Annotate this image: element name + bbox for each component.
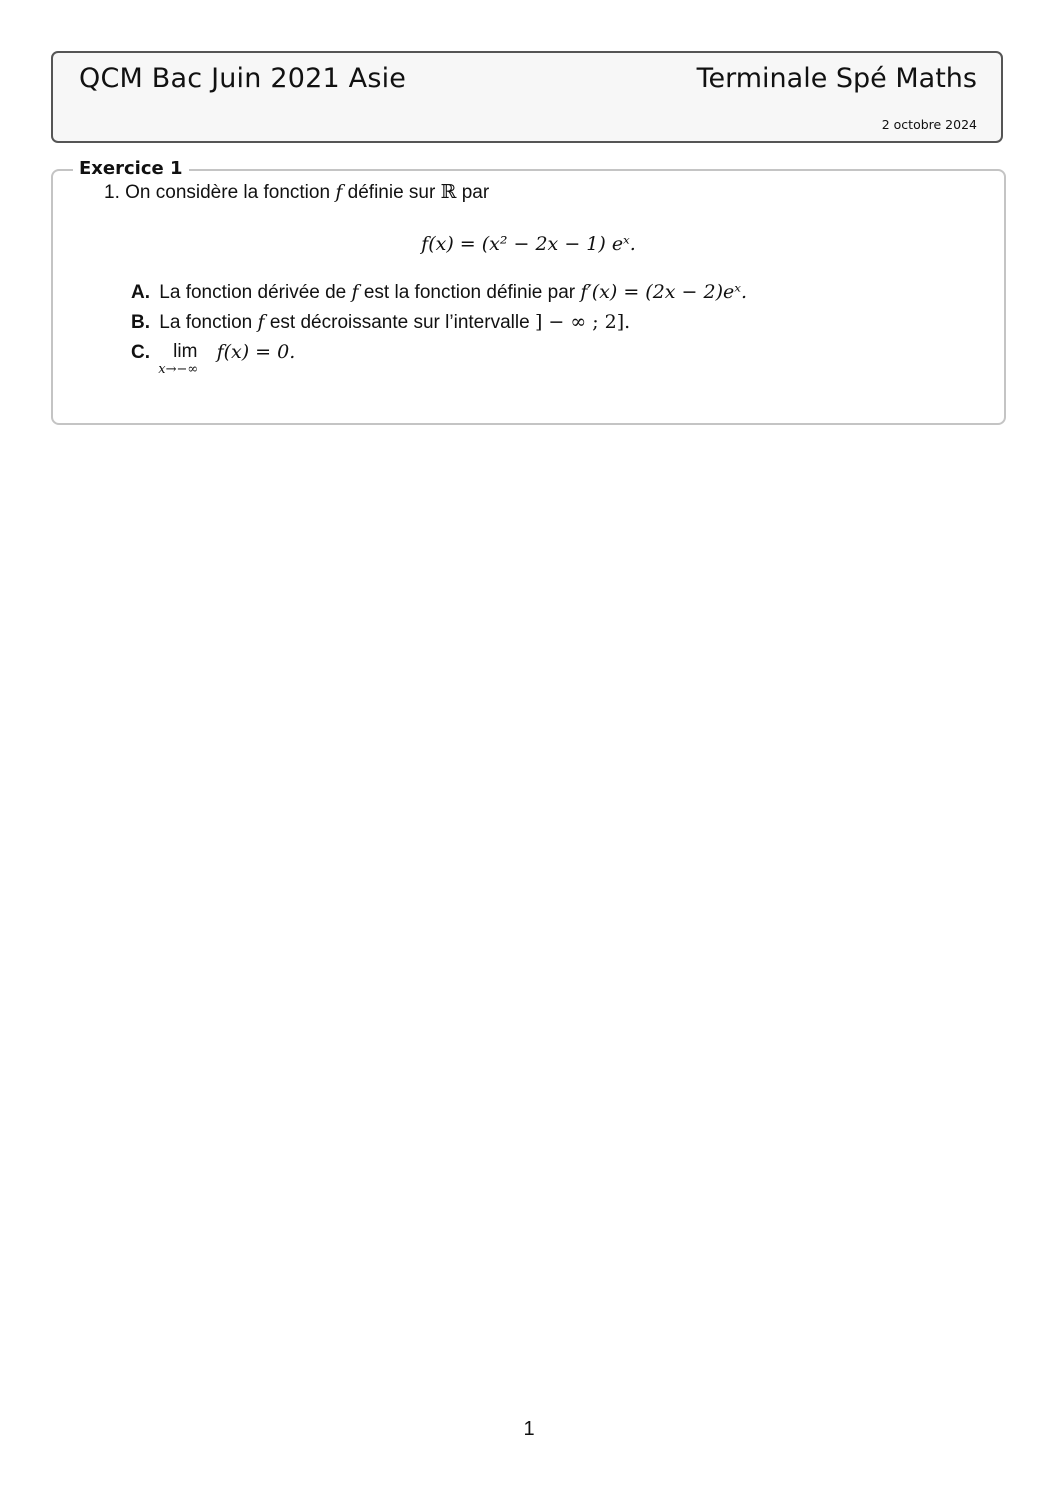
question-1 [104,181,489,204]
document-date: 2 octobre 2024 [881,117,977,132]
question-var-f: f [335,181,343,203]
document-title: QCM Bac Juin 2021 Asie [79,63,407,94]
choice-var-f: f [351,281,359,303]
choice-letter: A. [131,282,150,303]
choice-text: La fonction [159,312,253,333]
limit-subscript: x→−∞ [158,362,199,377]
formula-expression: f(x) = (x² − 2x − 1) eˣ. [421,233,636,255]
document-level: Terminale Spé Maths [696,63,977,94]
limit-label: lim [173,341,198,362]
real-numbers-symbol: ℝ [440,181,457,203]
choice-text-2: est la fonction définie par [363,282,576,303]
function-formula [53,233,1004,255]
choice-expression: f(x) = 0. [216,341,296,363]
choice-expression: f′(x) = (2x − 2)eˣ. [580,281,748,303]
exercise-title: Exercice 1 [73,158,189,179]
choice-c [131,341,296,377]
choice-var-f: f [257,311,265,333]
choice-expression: ] − ∞ ; 2]. [534,311,631,333]
limit-operator [158,341,211,377]
question-text-before: On considère la fonction [125,182,331,203]
choice-letter: B. [131,312,150,333]
choice-a [131,281,747,304]
question-text-middle: définie sur [347,182,436,203]
exercise-box [51,158,1006,425]
header-box [51,51,1003,143]
choice-text-2: est décroissante sur l’intervalle [269,312,530,333]
page-number: 1 [523,1418,535,1440]
choice-b [131,311,630,334]
choice-letter: C. [131,342,150,363]
question-text-after: par [461,182,490,203]
question-number: 1. [104,182,120,203]
choice-text: La fonction dérivée de [159,282,347,303]
